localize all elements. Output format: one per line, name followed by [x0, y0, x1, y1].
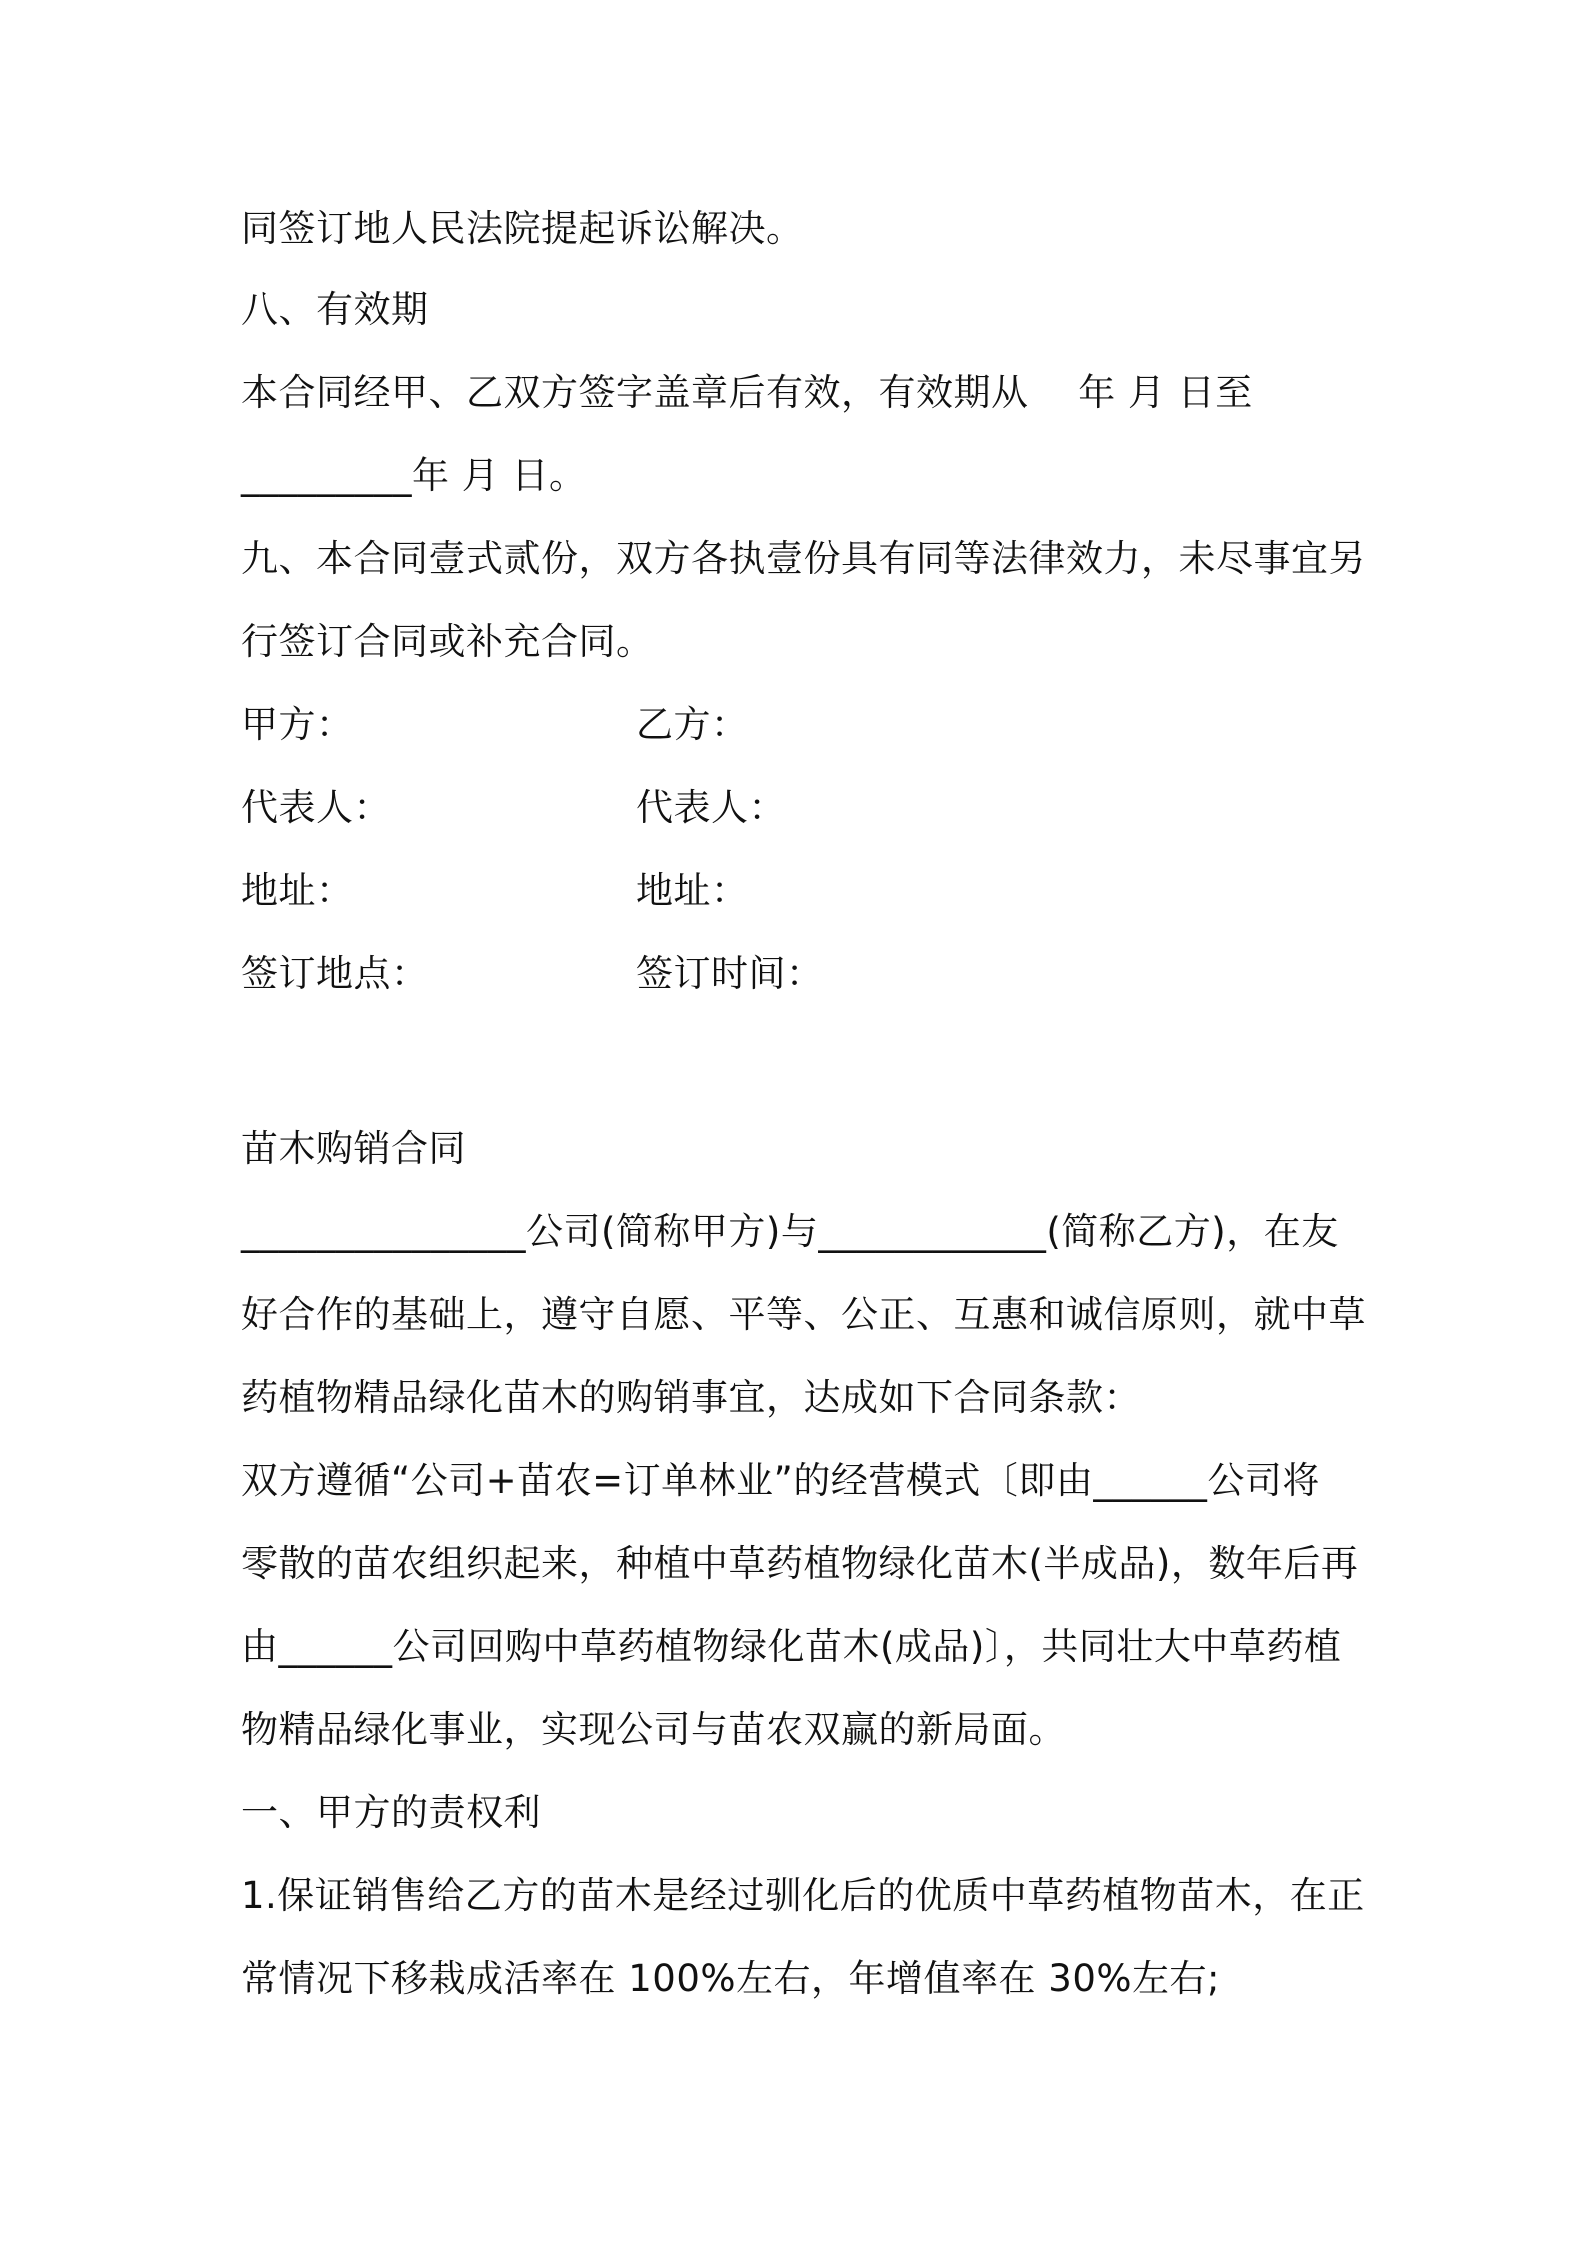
section-heading-validity: 八、有效期 — [241, 288, 429, 331]
representative-a-label: 代表人： — [241, 786, 391, 829]
clause-nine-line: 行签订合同或补充合同。 — [241, 620, 654, 663]
paragraph-line: 由______公司回购中草药植物绿化苗木(成品)〕，共同壮大中草药植 — [241, 1625, 1342, 1668]
clause-nine-line: 九、本合同壹式贰份，双方各执壹份具有同等法律效力，未尽事宜另 — [241, 537, 1366, 580]
address-b-label: 地址： — [636, 869, 749, 912]
paragraph-line: 常情况下移栽成活率在 100%左右，年增值率在 30%左右; — [241, 1957, 1221, 2000]
paragraph-line: 双方遵循“公司+苗农=订单林业”的经营模式〔即由______公司将 — [241, 1459, 1320, 1502]
signing-place-label: 签订地点： — [241, 952, 429, 995]
party-b-label: 乙方： — [636, 703, 749, 746]
paragraph-line: 药植物精品绿化苗木的购销事宜，达成如下合同条款： — [241, 1376, 1141, 1419]
paragraph-line: 本合同经甲、乙双方签字盖章后有效，有效期从 年 月 日至 — [241, 371, 1253, 414]
signing-time-label: 签订时间： — [636, 952, 824, 995]
paragraph-line: 好合作的基础上，遵守自愿、平等、公正、互惠和诚信原则，就中草 — [241, 1293, 1366, 1336]
paragraph-line: 同签订地人民法院提起诉讼解决。 — [241, 207, 804, 250]
representative-b-label: 代表人： — [636, 786, 786, 829]
paragraph-line: _________年 月 日。 — [241, 454, 587, 497]
contract-title: 苗木购销合同 — [241, 1127, 466, 1170]
party-a-label: 甲方： — [241, 703, 354, 746]
paragraph-line: 物精品绿化事业，实现公司与苗农双赢的新局面。 — [241, 1708, 1066, 1751]
section-heading-party-a-rights: 一、甲方的责权利 — [241, 1791, 541, 1834]
paragraph-line: 1.保证销售给乙方的苗木是经过驯化后的优质中草药植物苗木，在正 — [241, 1874, 1365, 1917]
paragraph-line: 零散的苗农组织起来，种植中草药植物绿化苗木(半成品)，数年后再 — [241, 1542, 1359, 1585]
paragraph-line: _______________公司(简称甲方)与____________(简称乙方)，在友 — [241, 1210, 1339, 1253]
address-a-label: 地址： — [241, 869, 354, 912]
